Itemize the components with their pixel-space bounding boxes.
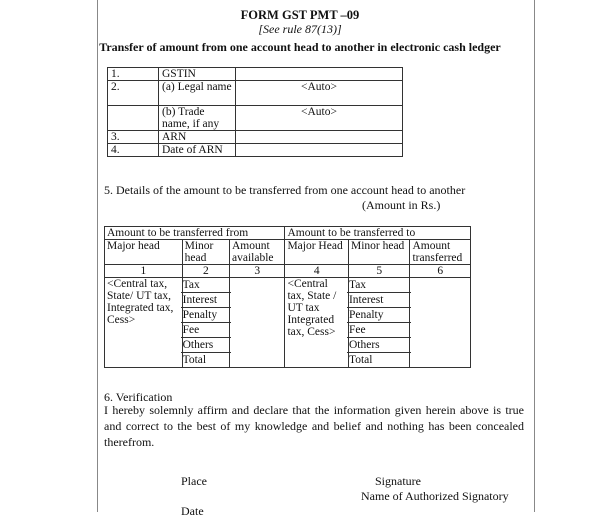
group-to-header: Amount to be transferred to xyxy=(285,227,471,240)
major-head-to: <Central tax, State / UT tax Integrated tax, Cess> xyxy=(285,278,349,368)
minor-head: Fee xyxy=(181,323,231,338)
signatory-name-label: Name of Authorized Signatory xyxy=(361,489,509,503)
amount-unit: (Amount in Rs.) xyxy=(362,198,441,212)
legal-name-field[interactable]: <Auto> xyxy=(236,81,403,106)
row-number: 4. xyxy=(108,144,159,157)
minor-head: Penalty xyxy=(347,308,412,323)
column-number: 6 xyxy=(410,265,471,278)
minor-head: Fee xyxy=(347,323,412,338)
row-number: 2. xyxy=(108,81,159,106)
trade-name-field[interactable]: <Auto> xyxy=(236,106,403,131)
form-rule: [See rule 87(13)] xyxy=(258,22,342,36)
form-title: FORM GST PMT –09 xyxy=(240,8,360,22)
details-table xyxy=(107,67,403,157)
row-label: GSTIN xyxy=(159,68,236,81)
arn-field[interactable] xyxy=(236,131,403,144)
table-row xyxy=(108,106,403,131)
arn-date-field[interactable] xyxy=(236,144,403,157)
amount-available-cell[interactable] xyxy=(230,278,285,368)
column-number: 1 xyxy=(105,265,183,278)
date-label: Date xyxy=(181,504,204,518)
column-header: Amount available xyxy=(230,240,285,265)
verification-text: I hereby solemnly affirm and declare that the information given herein above is true and correct to the best of my knowledge and belief and nothing has been concealed therefrom. xyxy=(104,403,524,449)
minor-head: Interest xyxy=(181,293,231,308)
table-row xyxy=(105,278,471,368)
minor-head: Tax xyxy=(181,278,231,293)
minor-head: Others xyxy=(347,338,412,353)
minor-head: Penalty xyxy=(181,308,231,323)
column-number: 3 xyxy=(230,265,285,278)
column-header: Minor head xyxy=(182,240,229,265)
row-number: 1. xyxy=(108,68,159,81)
row-number: 3. xyxy=(108,131,159,144)
gstin-field[interactable] xyxy=(236,68,403,81)
amount-transferred-cell[interactable] xyxy=(410,278,471,368)
signature-label: Signature xyxy=(375,474,421,488)
table-row xyxy=(105,240,471,265)
column-header: Amount transferred xyxy=(410,240,471,265)
major-head-from: <Central tax, State/ UT tax, Integrated tax, Cess> xyxy=(105,278,183,368)
column-header: Minor head xyxy=(348,240,410,265)
table-row xyxy=(108,131,403,144)
table-row xyxy=(105,227,471,240)
minor-head: Total xyxy=(348,354,373,366)
table-row xyxy=(105,265,471,278)
row-label: Date of ARN xyxy=(159,144,236,157)
minor-heads-from xyxy=(182,278,229,368)
row-label: ARN xyxy=(159,131,236,144)
table-row xyxy=(108,144,403,157)
row-label: (a) Legal name xyxy=(159,81,236,106)
row-number xyxy=(108,106,159,131)
minor-head: Interest xyxy=(347,293,412,308)
minor-head: Total xyxy=(182,354,207,366)
column-number: 4 xyxy=(285,265,349,278)
place-label: Place xyxy=(181,474,207,488)
column-number: 2 xyxy=(182,265,229,278)
minor-heads-to xyxy=(348,278,410,368)
section6-heading: 6. Verification xyxy=(104,390,173,404)
column-header: Major Head xyxy=(285,240,349,265)
minor-head: Tax xyxy=(347,278,412,293)
transfer-table xyxy=(104,226,471,368)
group-from-header: Amount to be transferred from xyxy=(105,227,285,240)
column-number: 5 xyxy=(348,265,410,278)
table-row xyxy=(108,68,403,81)
table-row xyxy=(108,81,403,106)
minor-head: Others xyxy=(181,338,231,353)
form-heading: Transfer of amount from one account head to another in electronic cash ledger xyxy=(99,40,501,54)
row-label: (b) Trade name, if any xyxy=(159,106,236,131)
section5-heading: 5. Details of the amount to be transferred from one account head to another xyxy=(104,183,466,197)
column-header: Major head xyxy=(105,240,183,265)
